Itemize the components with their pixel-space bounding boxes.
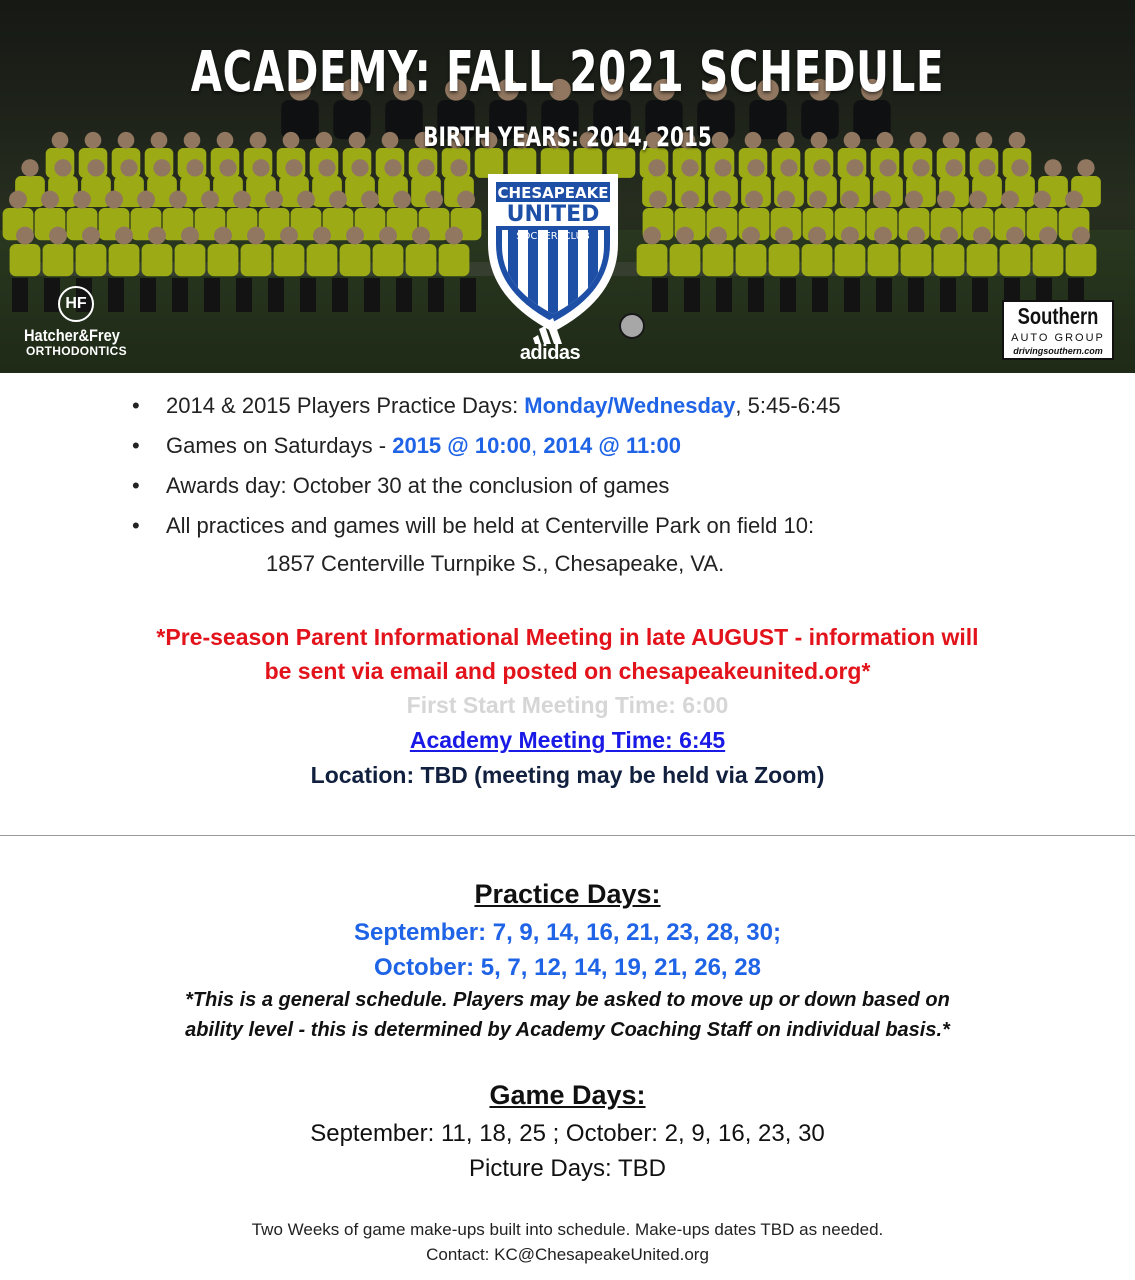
hf-name: Hatcher&Frey	[24, 326, 120, 345]
club-crest-logo	[478, 166, 628, 336]
bullet-marker: •	[132, 433, 140, 458]
meeting-notice-line2: be sent via email and posted on chesapeakeunited.org*	[264, 658, 871, 684]
academy-meeting-time-link[interactable]: Academy Meeting Time: 6:45	[409, 727, 726, 753]
adidas-logo	[505, 318, 595, 366]
location-text: All practices and games will be held at Centerville Park on field 10:	[166, 513, 815, 538]
bullet-location	[132, 510, 1032, 550]
southern-auto-logo	[1002, 300, 1114, 360]
contact-line: Contact: KC@ChesapeakeUnited.org	[426, 1245, 709, 1264]
meeting-location: Location: TBD (meeting may be held via Zoom)	[310, 762, 825, 788]
games-prefix: Games on Saturdays -	[166, 433, 393, 458]
hf-sub: ORTHODONTICS	[26, 344, 127, 358]
game-days-heading: Game Days:	[489, 1080, 646, 1110]
first-start-meeting-time: First Start Meeting Time: 6:00	[406, 692, 729, 718]
awards-text: Awards day: October 30 at the conclusion of games	[166, 473, 670, 498]
practice-days: Monday/Wednesday	[524, 393, 736, 418]
park-address: 1857 Centerville Turnpike S., Chesapeake, VA.	[266, 551, 725, 576]
hero-banner	[0, 0, 1135, 373]
practice-prefix: 2014 & 2015 Players Practice Days:	[166, 393, 525, 418]
meeting-notice-line1: *Pre-season Parent Informational Meeting in late AUGUST - information will	[156, 624, 979, 650]
practice-october: October: 5, 7, 12, 14, 19, 21, 26, 28	[374, 954, 761, 981]
crest-top-text: CHESAPEAKE	[497, 184, 609, 202]
section-divider	[0, 835, 1135, 836]
practice-days-heading: Practice Days:	[474, 879, 661, 909]
crest-middle-text: UNITED	[506, 202, 600, 227]
schedule-note-line1: *This is a general schedule. Players may be asked to move up or down based on	[185, 989, 950, 1011]
practice-time: , 5:45-6:45	[735, 393, 841, 418]
hatcher-frey-logo	[18, 286, 148, 358]
practice-september: September: 7, 9, 14, 16, 21, 23, 28, 30;	[354, 919, 781, 946]
page-title: ACADEMY: FALL 2021 SCHEDULE	[190, 40, 945, 105]
bullet-awards	[132, 470, 1032, 510]
adidas-stripes-icon	[533, 318, 567, 344]
birth-years-subtitle: BIRTH YEARS: 2014, 2015	[423, 122, 712, 153]
games-2014: 2014 @ 11:00	[543, 433, 682, 458]
crest-bottom-text: SOCCER•CLUB	[516, 231, 590, 242]
bullet-marker: •	[132, 473, 140, 498]
bullet-practice	[132, 390, 1032, 430]
games-separator: ,	[531, 433, 544, 458]
southern-name: Southern	[1017, 303, 1099, 329]
bullet-marker: •	[132, 513, 140, 538]
info-bullet-list	[132, 390, 1032, 550]
makeups-note: Two Weeks of game make-ups built into schedule. Make-ups dates TBD as needed.	[251, 1220, 884, 1239]
schedule-note-line2: ability level - this is determined by Academy Coaching Staff on individual basis.*	[185, 1019, 950, 1041]
adidas-wordmark: adidas	[519, 342, 581, 364]
bullet-games	[132, 430, 1032, 470]
southern-url: drivingsouthern.com	[1013, 346, 1103, 356]
picture-days: Picture Days: TBD	[469, 1155, 666, 1182]
bullet-marker: •	[132, 393, 140, 418]
game-dates: September: 11, 18, 25 ; October: 2, 9, 16, 23, 30	[310, 1120, 825, 1147]
southern-group: AUTO GROUP	[1011, 332, 1105, 344]
games-2015: 2015 @ 10:00	[392, 433, 532, 458]
hf-monogram: HF	[58, 286, 94, 322]
